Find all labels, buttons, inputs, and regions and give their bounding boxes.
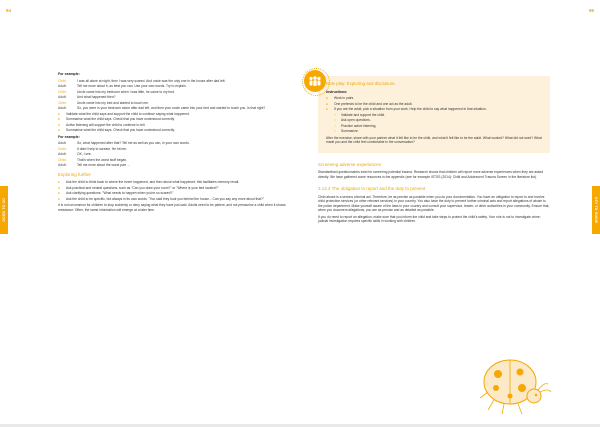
bullet-icon: ● bbox=[58, 196, 60, 201]
sub-list-item bbox=[334, 118, 542, 123]
dialogue-line bbox=[58, 101, 294, 106]
list-item bbox=[58, 117, 294, 122]
sub-list-item-text: Summarize. bbox=[341, 129, 359, 133]
side-tab-right bbox=[592, 186, 600, 234]
bullet-list-1 bbox=[58, 112, 294, 133]
list-item-text: Summarise what the child says. Check that you have understood correctly. bbox=[66, 117, 175, 121]
dialogue-text: So, you were in your bedroom alone after dad left, and then your uncle came into your bed and started to touch you. Is that right? bbox=[77, 106, 266, 110]
bullet-icon: ● bbox=[58, 191, 60, 195]
list-item-text: Ask the child to be specific, but always in its own words. "You said they took you behind the house... Can you say any more about that?" bbox=[66, 196, 265, 201]
dialogue-text: And what happened then? bbox=[77, 95, 116, 99]
sub-bullet-icon: ○ bbox=[334, 118, 336, 122]
list-item bbox=[58, 180, 294, 185]
dialogue-1 bbox=[58, 79, 294, 111]
bullet-icon: ● bbox=[58, 122, 60, 127]
left-column bbox=[58, 70, 294, 214]
dialogue-line bbox=[58, 163, 294, 168]
bullet-icon: ● bbox=[326, 107, 328, 111]
speaker-label: Child: bbox=[58, 146, 67, 151]
sub-list-item bbox=[334, 124, 542, 129]
list-item bbox=[326, 96, 542, 101]
obligation-paragraph-1: Child abuse is a serious criminal act. Therefore, be as precise as possible when you do your documentation. You have an obligation to report to and involve child protection services (or other relevant services) in your country. You also have the duty to prevent further criminal acts and report allegations of abuse to the police department. Make yourself aware of the laws in your country and consult your supervisor, leader, or other authorities in your community. Ensure that, when you document allegations, you are as precise and as detailed as possible. bbox=[318, 194, 550, 212]
dialogue-text: So, what happened after that? Tell me as well as you can, in your own words. bbox=[77, 141, 190, 145]
page-number-right: 95 bbox=[588, 8, 594, 13]
list-item bbox=[58, 186, 294, 191]
list-item-text: Summarise what the child says. Check that you have understood correctly. bbox=[66, 128, 175, 132]
speaker-label: Adult: bbox=[58, 163, 67, 167]
dialogue-line bbox=[58, 84, 294, 89]
example-heading-1: For example: bbox=[58, 72, 80, 76]
closing-paragraph: It is not uncommon for children to stop suddenly or deny saying what they have just said. Adults need to be patient, and not pressurise a child when it shows resistance. Often, the same information will emerge at a later time. bbox=[58, 203, 286, 212]
sub-bullet-icon: ○ bbox=[334, 112, 336, 117]
list-item-text: Ask practical and neutral questions, such as "Can you draw your room?" or "Where is your bed located?" bbox=[66, 185, 219, 190]
dialogue-line bbox=[58, 152, 294, 157]
dialogue-text: It didn't help to scream. He hit me. bbox=[77, 146, 127, 151]
dialogue-line bbox=[58, 141, 294, 146]
exploring-heading: Exploring further bbox=[58, 171, 92, 177]
bullet-icon: ● bbox=[58, 180, 60, 184]
dialogue-text: Uncle came into my bed and started to touch me. bbox=[77, 100, 149, 105]
list-item-text: Active listening will support the child to continue to tell. bbox=[66, 122, 146, 127]
speaker-label: Child: bbox=[58, 89, 67, 94]
page-number-left: 94 bbox=[6, 8, 12, 13]
side-tab-right-label: KEY TO KNOW bbox=[594, 196, 598, 224]
dialogue-line bbox=[58, 147, 294, 152]
bullet-icon: ● bbox=[58, 185, 60, 190]
bullet-icon: ● bbox=[326, 101, 328, 106]
dialogue-line bbox=[58, 95, 294, 100]
speaker-label: Child: bbox=[58, 78, 67, 83]
list-item-text: Ask clarifying questions: "What needs to happen when you're so scared?" bbox=[66, 191, 174, 195]
sub-list-item-text: Validate and support the child. bbox=[341, 112, 386, 117]
list-item-text: Validate what the child says and support the child to continue saying what happened. bbox=[66, 111, 190, 116]
speaker-label: Adult: bbox=[58, 95, 67, 99]
sub-bullet-icon: ○ bbox=[334, 129, 336, 133]
instructions-label: Instructions: bbox=[326, 89, 348, 94]
list-item bbox=[58, 197, 294, 202]
people-group-icon bbox=[304, 70, 326, 92]
box-title: Role play: Exploring and disclosure. bbox=[326, 81, 396, 86]
speaker-label: Adult: bbox=[58, 141, 67, 145]
sub-list-item bbox=[334, 113, 542, 118]
sub-bullet-icon: ○ bbox=[334, 123, 336, 128]
obligation-heading: 3.12.4 The obligation to report and the duty to prevent bbox=[318, 186, 426, 191]
list-item-text: Ask the child to think back to where the event happened, and then about what happened: this facilitates memory recall. bbox=[66, 180, 240, 184]
list-item bbox=[58, 123, 294, 128]
bullet-icon: ● bbox=[58, 128, 60, 132]
dialogue-line bbox=[58, 90, 294, 95]
speaker-label: Child: bbox=[58, 157, 67, 162]
list-item-text: One pretends to be the child and one act as the adult. bbox=[334, 101, 413, 106]
dialogue-line bbox=[58, 158, 294, 163]
list-item bbox=[326, 102, 542, 107]
role-play-box bbox=[318, 76, 550, 153]
speaker-label: Child: bbox=[58, 100, 67, 105]
right-column bbox=[318, 76, 550, 226]
dialogue-text: Tell me more about it, as best you can. Use your own words. Try to explain. bbox=[77, 84, 187, 88]
dialogue-text: OK, I see. bbox=[77, 152, 92, 156]
sub-list-item bbox=[334, 129, 542, 134]
list-item bbox=[326, 107, 542, 112]
screening-paragraph: Standardised questionnaires exist for screening potential trauma. Research shows that children will report more adverse experiences when they are asked directly. We have gathered some resources in the appendix (see for example ISTSS (2014): Child and Adolescent Trauma Screen in the literature list). bbox=[318, 170, 544, 179]
bullet-list-2 bbox=[58, 180, 294, 201]
speaker-label: Adult: bbox=[58, 106, 67, 110]
speaker-label: Adult: bbox=[58, 152, 67, 156]
dialogue-text: That's when the worst stuff began. bbox=[77, 157, 128, 162]
list-item bbox=[58, 112, 294, 117]
sub-list-item-text: Practice active listening. bbox=[341, 123, 377, 128]
dialogue-text: Tell me more about the worst part ... bbox=[77, 163, 130, 167]
speaker-label: Adult: bbox=[58, 84, 67, 88]
obligation-paragraph-2: If you do need to report an allegation, make sure that you inform the child and take steps to protect the child's safety. Your role is not to investigate crime: judicial investigation requires specific skills in working with children. bbox=[318, 214, 541, 223]
dialogue-text: I was all alone at night, then I was very scared. And uncle was the only one in the house after dad left. bbox=[77, 78, 226, 83]
dialogue-2 bbox=[58, 141, 294, 168]
list-item-text: If you are the adult, pick a situation from your work. Help the child to say what happened in that situation. bbox=[334, 107, 487, 111]
bullet-icon: ● bbox=[326, 96, 328, 100]
list-item bbox=[58, 191, 294, 196]
dialogue-text: Uncle came into my bedroom when I was little, he came to my bed. bbox=[77, 89, 175, 94]
dialogue-line bbox=[58, 79, 294, 84]
dialogue-line bbox=[58, 106, 294, 111]
ladybug-icon bbox=[474, 352, 554, 427]
side-tab-left-label: GOOD TO DO bbox=[2, 198, 6, 222]
sub-list-item-text: Ask open questions. bbox=[341, 118, 371, 122]
bullet-icon: ● bbox=[58, 117, 60, 121]
list-item-text: Work in pairs. bbox=[334, 96, 355, 100]
bullet-icon: ● bbox=[58, 111, 60, 116]
list-item bbox=[58, 128, 294, 133]
side-tab-left bbox=[0, 186, 8, 234]
example-heading-2: For example: bbox=[58, 134, 80, 139]
box-after-paragraph: After the exercise, share with your partner what it felt like to be the child, and what it felt like to be the adult. What worked? What did not work? What made you and the child feel comfortable in the conversation? bbox=[326, 135, 542, 144]
screening-heading: Screening adverse experiences bbox=[318, 161, 382, 167]
